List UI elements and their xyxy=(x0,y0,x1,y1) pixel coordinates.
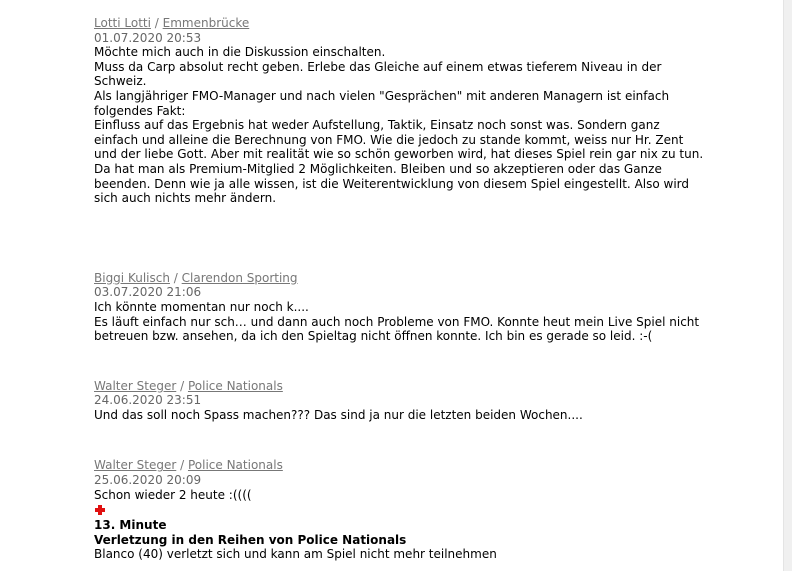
post-line: Schon wieder 2 heute :(((( xyxy=(94,487,252,502)
post-line: Ich könnte momentan nur noch k.... xyxy=(94,299,309,314)
author-link[interactable]: Walter Steger xyxy=(94,458,177,473)
forum-post xyxy=(94,379,704,423)
post-body xyxy=(94,45,704,206)
post-date: 01.07.2020 20:53 xyxy=(94,30,202,45)
post-line: Und das soll noch Spass machen??? Das sind ja nur die letzten beiden Wochen.... xyxy=(94,407,583,422)
forum-thread xyxy=(94,16,704,571)
separator: / xyxy=(154,16,159,30)
post-header xyxy=(94,16,704,31)
post-line: Es läuft einfach nur sch… und dann auch noch Probleme von FMO. Konnte heut mein Live Spiel nicht betreuen bzw. ansehen, da ich den Spieltag nicht öffnen konnte. Ich bin es gerade so leid. :-( xyxy=(94,314,700,344)
team-link[interactable]: Police Nationals xyxy=(187,378,283,393)
separator: / xyxy=(180,378,185,393)
post-line: Da hat man als Premium-Mitglied 2 Möglichkeiten. Bleiben und so akzeptieren oder das Ganze beenden. Denn wie ja alle wissen, ist die Weiterentwicklung von diesem Spiel eingestellt. Also wird sich auch nichts mehr ändern. xyxy=(94,161,690,206)
forum-post xyxy=(94,16,704,206)
post-line: Muss da Carp absolut recht geben. Erlebe das Gleiche auf einem etwas tieferem Niveau in der Schweiz. xyxy=(94,59,662,89)
team-link[interactable]: Emmenbrücke xyxy=(162,16,250,30)
author-link[interactable]: Walter Steger xyxy=(94,378,177,393)
red-cross-icon xyxy=(95,505,105,515)
event-title: Verletzung in den Reihen von Police Nationals xyxy=(94,532,407,547)
scrollbar[interactable] xyxy=(783,0,792,571)
post-line: Möchte mich auch in die Diskussion einschalten. xyxy=(94,45,386,60)
team-link[interactable]: Police Nationals xyxy=(187,458,283,473)
post-date: 03.07.2020 21:06 xyxy=(94,285,202,300)
post-body xyxy=(94,300,704,344)
post-header xyxy=(94,271,704,286)
author-link[interactable]: Biggi Kulisch xyxy=(94,270,170,285)
event-text: Blanco (40) verletzt sich und kann am Spiel nicht mehr teilnehmen xyxy=(94,547,497,562)
post-date: 25.06.2020 20:09 xyxy=(94,473,202,488)
author-link[interactable]: Lotti Lotti xyxy=(94,16,151,30)
event-minute: 13. Minute xyxy=(94,518,167,533)
post-line: Einfluss auf das Ergebnis hat weder Aufstellung, Taktik, Einsatz noch sonst was. Sondern ganz einfach und alleine die Berechnung von FMO. Wie die jedoch zu stande kommt, weiss nur Hr. Zent und der liebe Gott. Aber mit realität wie so schön geworben wird, hat dieses Spiel rein gar nix zu tun. xyxy=(94,118,704,162)
separator: / xyxy=(180,458,185,473)
separator: / xyxy=(173,270,178,285)
post-date: 24.06.2020 23:51 xyxy=(94,393,202,408)
forum-post xyxy=(94,458,704,562)
post-line: Als langjähriger FMO-Manager und nach vielen "Gesprächen" mit anderen Managern ist einfach folgendes Fakt: xyxy=(94,88,670,118)
post-header xyxy=(94,379,704,394)
post-header xyxy=(94,458,704,473)
post-body xyxy=(94,408,704,423)
forum-post xyxy=(94,271,704,344)
post-body xyxy=(94,488,704,562)
team-link[interactable]: Clarendon Sporting xyxy=(181,270,298,285)
